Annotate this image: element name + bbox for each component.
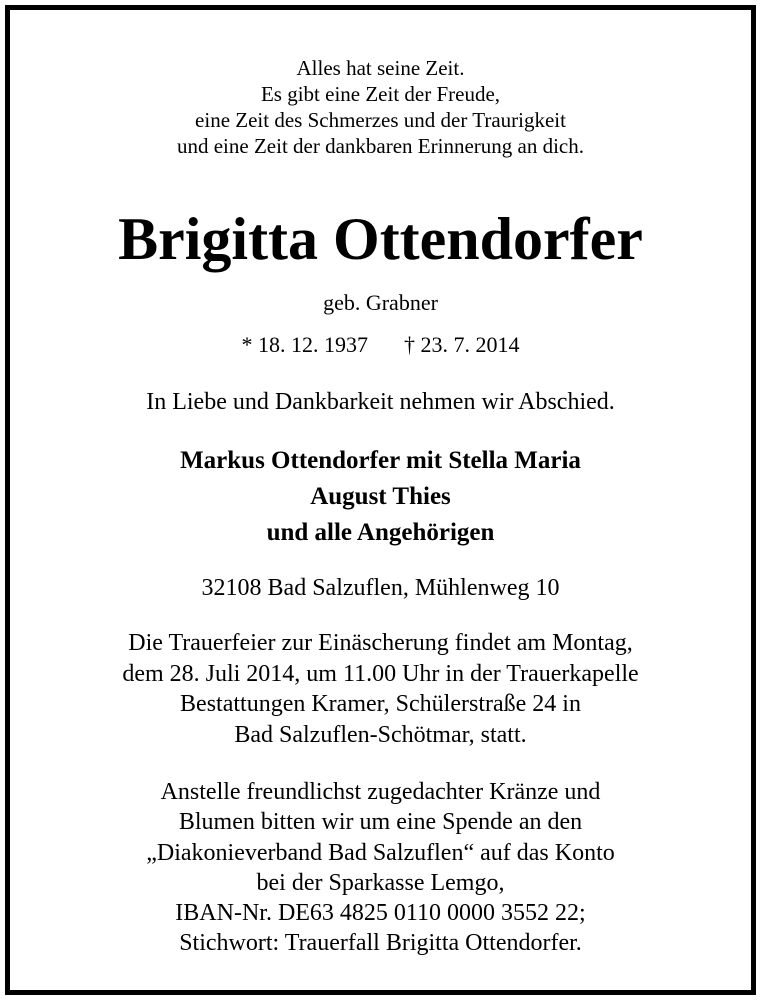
service-line: Die Trauerfeier zur Einäscherung findet am Montag, (128, 630, 633, 656)
obituary-content (20, 20, 741, 980)
donation-line: IBAN-Nr. DE63 4825 0110 0000 3552 22; (175, 900, 586, 927)
farewell-text: In Liebe und Dankbarkeit nehmen wir Abschied. (146, 389, 615, 415)
donation-line: Blumen bitten wir um eine Spende an den (178, 809, 583, 836)
maiden-name: geb. Grabner (323, 290, 438, 315)
service-line: Bestattungen Kramer, Schülerstraße 24 in (180, 691, 581, 717)
mourner-line: Markus Ottendorfer mit Stella Maria (180, 447, 581, 474)
life-dates (20, 329, 741, 361)
donation-line: Stichwort: Trauerfall Brigitta Ottendorfer. (179, 930, 582, 957)
deceased-name: Brigitta Ottendorfer (118, 206, 643, 272)
motto-line: eine Zeit des Schmerzes und der Traurigkeit (195, 108, 566, 132)
donation-line: Anstelle freundlichst zugedachter Kränze und (160, 779, 601, 805)
mourners-block (20, 443, 741, 551)
donation-line: bei der Sparkasse Lemgo, (256, 869, 505, 896)
donation-line: „Diakonieverband Bad Salzuflen“ auf das Konto (146, 839, 615, 866)
birth-date: * 18. 12. 1937 (241, 332, 368, 357)
motto-line: und eine Zeit der dankbaren Erinnerung an dich. (176, 134, 584, 158)
service-line: Bad Salzuflen-Schötmar, statt. (234, 721, 527, 748)
death-date: † 23. 7. 2014 (404, 332, 520, 357)
mourner-line: und alle Angehörigen (266, 519, 495, 546)
service-line: dem 28. Juli 2014, um 11.00 Uhr in der Trauerkapelle (122, 660, 639, 687)
obituary-border (5, 5, 756, 995)
motto-verse (20, 55, 741, 159)
motto-line: Es gibt eine Zeit der Freude, (260, 82, 501, 106)
family-address: 32108 Bad Salzuflen, Mühlenweg 10 (201, 575, 560, 601)
service-notice (20, 628, 741, 750)
donation-notice (20, 777, 741, 959)
motto-line: Alles hat seine Zeit. (296, 56, 465, 80)
mourner-line: August Thies (310, 483, 451, 510)
